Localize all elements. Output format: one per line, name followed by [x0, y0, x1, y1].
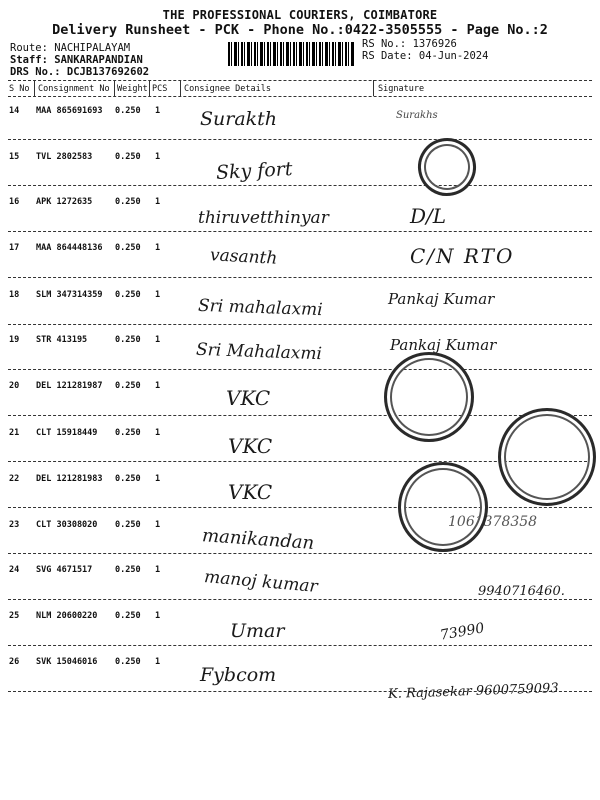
col-signature: Signature — [378, 84, 425, 94]
handwritten-consignee: VKC — [228, 480, 273, 504]
col-pcs: PCS — [152, 84, 168, 94]
row-consignment: TVL 2802583 — [36, 152, 93, 162]
row-rule — [8, 185, 592, 186]
company-stamp — [384, 352, 474, 442]
row-weight: 0.250 — [115, 565, 141, 575]
row-sno: 16 — [9, 197, 20, 207]
col-consignment: Consignment No — [38, 84, 110, 94]
rs-date-line — [362, 50, 488, 62]
row-consignment: NLM 20600220 — [36, 611, 98, 621]
route-label: Route: — [10, 42, 48, 54]
row-rule — [8, 645, 592, 646]
handwritten-consignee: VKC — [228, 434, 273, 458]
row-weight: 0.250 — [115, 152, 141, 162]
row-pcs: 1 — [155, 520, 161, 530]
row-consignment: SVK 15046016 — [36, 657, 98, 667]
row-pcs: 1 — [155, 474, 161, 484]
row-consignment: DEL 121281983 — [36, 474, 103, 484]
handwritten-consignee: manoj kumar — [203, 567, 319, 597]
row-sno: 21 — [9, 428, 20, 438]
handwritten-signature: 9940716460. — [478, 584, 565, 599]
col-divider — [373, 80, 374, 96]
row-weight: 0.250 — [115, 474, 141, 484]
company-stamp — [398, 462, 488, 552]
row-pcs: 1 — [155, 197, 161, 207]
barcode — [228, 42, 354, 66]
handwritten-consignee: vasanth — [209, 245, 278, 269]
row-sno: 26 — [9, 657, 20, 667]
route-line — [10, 42, 130, 54]
row-consignment: SLM 347314359 — [36, 290, 103, 300]
row-rule — [8, 553, 592, 554]
row-sno: 20 — [9, 381, 20, 391]
col-divider — [114, 80, 115, 96]
row-weight: 0.250 — [115, 381, 141, 391]
rs-no-value: 1376926 — [412, 38, 457, 50]
row-rule — [8, 369, 592, 370]
handwritten-signature: K. Rajasekar 9600759093 — [387, 681, 559, 702]
row-pcs: 1 — [155, 243, 161, 253]
handwritten-consignee: thiruvetthinyar — [198, 208, 329, 228]
row-rule — [8, 139, 592, 140]
row-consignment: CLT 30308020 — [36, 520, 98, 530]
rs-no-label: RS No.: — [362, 38, 407, 50]
handwritten-consignee: Surakth — [200, 108, 278, 130]
row-rule — [8, 277, 592, 278]
drs-label: DRS No.: — [10, 66, 61, 78]
row-rule — [8, 415, 592, 416]
row-sno: 23 — [9, 520, 20, 530]
row-weight: 0.250 — [115, 106, 141, 116]
col-weight: Weight — [117, 84, 148, 94]
handwritten-consignee: manikandan — [201, 525, 315, 554]
drs-line — [10, 66, 149, 78]
row-pcs: 1 — [155, 106, 161, 116]
staff-label: Staff: — [10, 54, 48, 66]
row-sno: 15 — [9, 152, 20, 162]
row-weight: 0.250 — [115, 197, 141, 207]
header-rule-top — [8, 80, 592, 81]
row-rule — [8, 231, 592, 232]
row-pcs: 1 — [155, 428, 161, 438]
row-weight: 0.250 — [115, 243, 141, 253]
col-consignee: Consignee Details — [184, 84, 271, 94]
row-sno: 24 — [9, 565, 20, 575]
row-rule — [8, 599, 592, 600]
row-sno: 25 — [9, 611, 20, 621]
row-pcs: 1 — [155, 565, 161, 575]
handwritten-signature: D/L — [410, 204, 447, 228]
handwritten-signature: Surakhs — [396, 110, 438, 121]
row-consignment: APK 1272635 — [36, 197, 93, 207]
row-consignment: DEL 121281987 — [36, 381, 103, 391]
row-sno: 22 — [9, 474, 20, 484]
row-sno: 14 — [9, 106, 20, 116]
handwritten-signature: 1061378358 — [448, 514, 538, 530]
row-consignment: STR 413195 — [36, 335, 88, 345]
row-weight: 0.250 — [115, 428, 141, 438]
handwritten-signature: C/N RTO — [410, 244, 515, 268]
security-stamp — [413, 133, 482, 202]
col-divider — [149, 80, 150, 96]
handwritten-consignee: Fybcom — [200, 664, 277, 686]
row-consignment: CLT 15918449 — [36, 428, 98, 438]
handwritten-signature: 73990 — [438, 620, 486, 644]
row-sno: 17 — [9, 243, 20, 253]
row-pcs: 1 — [155, 381, 161, 391]
handwritten-consignee: Sri mahalaxmi — [197, 295, 323, 321]
row-consignment: SVG 4671517 — [36, 565, 93, 575]
row-pcs: 1 — [155, 611, 161, 621]
col-sno: S No — [9, 84, 30, 94]
handwritten-consignee: VKC — [226, 386, 271, 410]
col-divider — [34, 80, 35, 96]
rs-date-label: RS Date: — [362, 50, 413, 62]
row-sno: 18 — [9, 290, 20, 300]
staff-line — [10, 54, 143, 66]
row-pcs: 1 — [155, 290, 161, 300]
col-divider — [180, 80, 181, 96]
row-weight: 0.250 — [115, 335, 141, 345]
runsheet-title: Delivery Runsheet - PCK - Phone No.:0422-3505555 - Page No.:2 — [52, 22, 548, 38]
handwritten-consignee: Sky fort — [215, 158, 294, 184]
company-stamp — [498, 408, 596, 506]
header-rule-bottom — [8, 96, 592, 97]
route-value: NACHIPALAYAM — [54, 42, 131, 54]
handwritten-signature: Pankaj Kumar — [388, 290, 495, 308]
row-consignment: MAA 865691693 — [36, 106, 103, 116]
row-pcs: 1 — [155, 335, 161, 345]
row-weight: 0.250 — [115, 520, 141, 530]
row-rule — [8, 507, 592, 508]
row-weight: 0.250 — [115, 657, 141, 667]
row-pcs: 1 — [155, 152, 161, 162]
handwritten-consignee: Umar — [230, 620, 285, 642]
rs-no-line — [362, 38, 457, 50]
row-rule — [8, 324, 592, 325]
row-consignment: MAA 864448136 — [36, 243, 103, 253]
row-pcs: 1 — [155, 657, 161, 667]
handwritten-signature: Pankaj Kumar — [390, 336, 497, 354]
row-weight: 0.250 — [115, 611, 141, 621]
company-title: THE PROFESSIONAL COURIERS, COIMBATORE — [162, 8, 438, 22]
handwritten-consignee: Sri Mahalaxmi — [195, 339, 323, 365]
rs-date-value: 04-Jun-2024 — [418, 50, 489, 62]
staff-value: SANKARAPANDIAN — [54, 54, 143, 66]
drs-value: DCJB137692602 — [66, 66, 150, 78]
row-weight: 0.250 — [115, 290, 141, 300]
row-sno: 19 — [9, 335, 20, 345]
